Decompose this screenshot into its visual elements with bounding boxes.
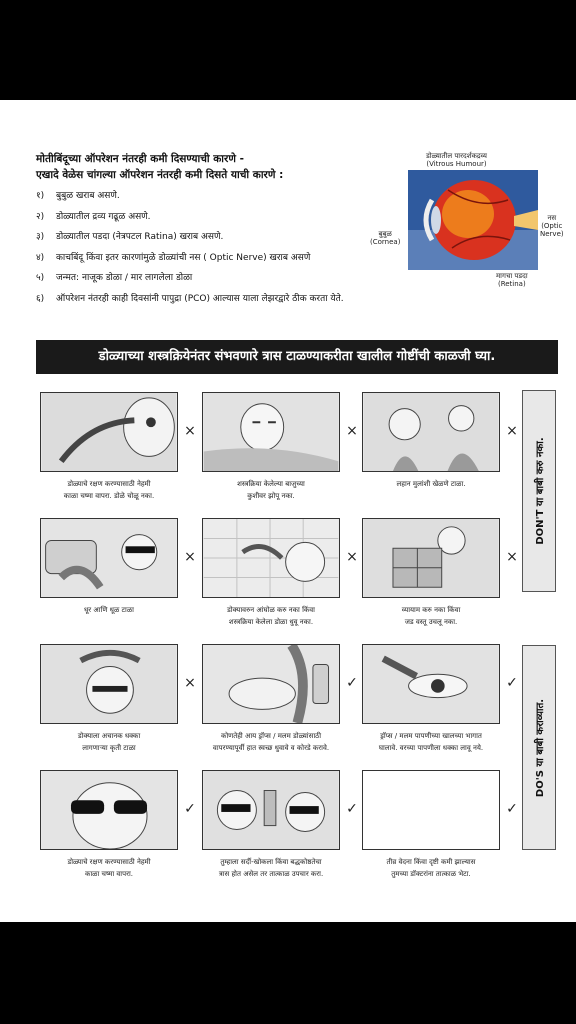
- check-icon: ✓: [506, 675, 518, 691]
- list-item: ३) डोळ्यातील पडदा (नेत्रपटल Ratina) खराब असणे.: [36, 232, 224, 242]
- causes-subtitle: एखादे वेळेस चांगल्या ऑपरेशन नंतरही कमी दिसते याची कारणे :: [36, 169, 284, 181]
- tip-caption: डोळ्याचे रक्षण करण्यासाठी नेहमी काळा चष्मा वापरा.: [67, 858, 151, 878]
- illustration-image: [40, 770, 178, 850]
- retina-label: मागचा पडदा (Retina): [496, 272, 528, 288]
- causes-title: मोतीबिंदूच्या ऑपरेशन नंतरही कमी दिसण्याची कारणे -: [36, 153, 244, 165]
- instructions-banner: डोळ्याच्या शस्त्रक्रियेनंतर संभवणारे त्रास टाळण्याकरीता खालील गोष्टींची काळजी घ्या.: [36, 340, 558, 374]
- illustration-image: [40, 518, 178, 598]
- tip-caption: धूर आणि धूळ टाळा: [84, 606, 134, 614]
- vitreous-label: डोळ्यातील पारदर्शकद्रव्य (Vitrous Humour): [426, 152, 488, 168]
- eye-illustration: [408, 170, 538, 270]
- check-icon: ✓: [346, 675, 358, 691]
- illustration-image: [40, 644, 178, 724]
- list-item: १) बुबुळ खराब असणे.: [36, 191, 120, 201]
- illustration-image: [362, 518, 500, 598]
- cross-icon: ×: [506, 423, 518, 439]
- causes-section: [36, 152, 406, 309]
- empty-illustration-box: [362, 770, 500, 850]
- cross-icon: ×: [346, 423, 358, 439]
- cross-icon: ×: [184, 675, 196, 691]
- cornea-label: बुबुळ (Cornea): [370, 230, 401, 246]
- illustration-image: [202, 770, 340, 850]
- tip-caption: कोणतेही आय ड्रॉप्स / मलम डोळ्यांसाठी वापरण्यापूर्वी हात स्वच्छ धुवावे व कोरडे करावे.: [212, 732, 330, 752]
- dos-side-label: DO'S या बाबी कराव्यात.: [522, 645, 556, 850]
- illustration-image: [202, 518, 340, 598]
- tip-caption: तीव्र वेदना किंवा दृष्टी कमी झाल्यास तुमच्या डॉक्टरांना तात्काळ भेटा.: [386, 858, 476, 878]
- tip-caption: डोक्यावरुन आंघोळ करु नका किंवा शस्त्रक्रिया केलेला डोळा धुवू नका.: [227, 606, 315, 626]
- list-item: ५) जन्मत: नाजूक डोळा / मार लागलेला डोळा: [36, 273, 193, 283]
- list-item: ४) काचबिंदू किंवा इतर कारणांमुळे डोळ्यांची नस ( Optic Nerve) खराब असणे: [36, 252, 311, 263]
- check-icon: ✓: [346, 801, 358, 817]
- illustration-image: [40, 392, 178, 472]
- tip-caption: तुम्हाला सर्दी-खोकला किंवा बद्धकोष्ठतेचा त्रास होत असेल तर तात्काळ उपचार करा.: [218, 858, 324, 878]
- illustration-image: [202, 644, 340, 724]
- tip-caption: डोक्याला अचानक धक्का लागणाऱ्या कृती टाळा: [77, 732, 141, 752]
- tip-caption: डोळ्याचे रक्षण करण्यासाठी नेहमी काळा चष्मा वापरा. डोळे चोळू नका.: [63, 480, 155, 500]
- check-icon: ✓: [184, 801, 196, 817]
- illustration-image: [362, 392, 500, 472]
- cross-icon: ×: [184, 549, 196, 565]
- eye-diagram: [370, 150, 570, 290]
- check-icon: ✓: [506, 801, 518, 817]
- illustration-image: [362, 644, 500, 724]
- list-item: २) डोळ्यातील द्रव्य गढूळ असणे.: [36, 211, 151, 222]
- cross-icon: ×: [184, 423, 196, 439]
- donts-side-label: DON'T या बाबी करु नका.: [522, 390, 556, 592]
- cross-icon: ×: [506, 549, 518, 565]
- illustration-image: [202, 392, 340, 472]
- tip-caption: शस्त्रक्रिया केलेल्या बाजुच्या कुशीवर झोपू नका.: [237, 480, 305, 500]
- nerve-label: नस (Optic Nerve): [540, 214, 564, 238]
- cross-icon: ×: [346, 549, 358, 565]
- tip-caption: ड्रॉप्स / मलम पापणीच्या खालच्या भागात घालावे. वरच्या पापणीला धक्का लावू नये.: [378, 732, 484, 752]
- list-item: ६) ऑपरेशन नंतरही काही दिवसांनी पापुद्रा (PCO) आल्यास याला लेझरद्वारे ठीक करता येते.: [36, 293, 344, 304]
- causes-list: [36, 186, 406, 309]
- tip-caption: व्यायाम करु नका किंवा जड वस्तू उचलू नका.: [401, 606, 461, 626]
- tip-caption: लहान मुलांशी खेळणे टाळा.: [396, 480, 466, 488]
- document-page: [0, 100, 576, 922]
